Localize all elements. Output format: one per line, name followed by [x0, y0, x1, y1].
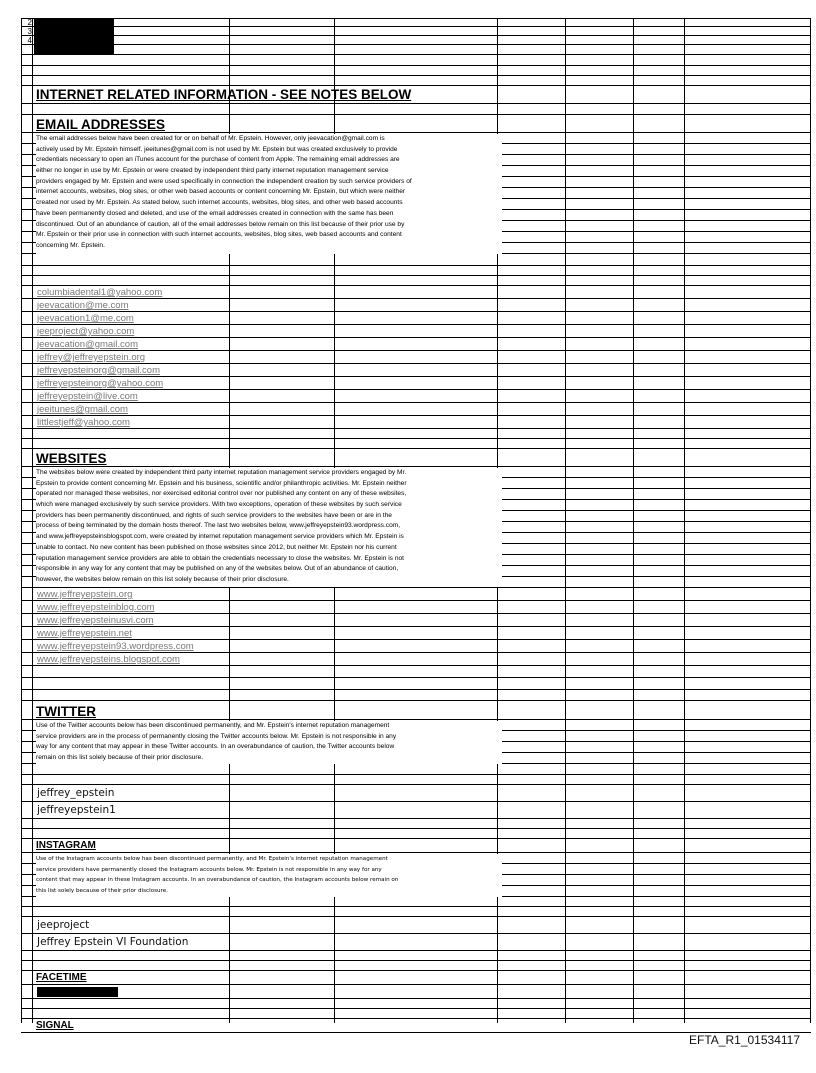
table-row: [21, 701, 811, 720]
instagram-account: jeeproject: [37, 919, 90, 931]
website-link[interactable]: www.jeffreyepstein93.wordpress.com: [37, 641, 194, 652]
instagram-account-row: [21, 917, 811, 934]
note-line: Epstein to provide content concerning Mr. Epstein and his business, scientific and/or philanthropic activities. Mr. Epstein neither: [36, 479, 407, 487]
bates-number: EFTA_R1_01534117: [689, 1033, 800, 1047]
table-row: [21, 985, 811, 999]
note-line: credentials necessary to open an iTunes account for the purchase of content from Apple. The remaining email addresses are: [36, 156, 400, 164]
email-row: [21, 390, 811, 403]
email-address-link[interactable]: jeffrey@jeffreyepstein.org: [37, 352, 146, 363]
table-row: [21, 775, 811, 785]
website-row: [21, 653, 811, 666]
table-row: [21, 36, 811, 45]
instagram-section-title: INSTAGRAM: [36, 840, 96, 851]
table-row: [21, 115, 811, 133]
email-row: [21, 312, 811, 325]
table-row: [21, 907, 811, 917]
email-address-link[interactable]: jeffreyepsteinorg@gmail.com: [37, 365, 160, 376]
note-line: created nor used by Mr. Epstein. As stated below, such internet accounts, websites, blog sites, and other web based accounts: [36, 199, 403, 207]
note-line: reputation management service providers are able to obtain the credentials necessary to close the websites. Mr. Epstein is not: [36, 554, 404, 562]
redaction-block: [37, 987, 118, 997]
row-number: 2: [27, 18, 32, 27]
note-line: internet accounts, websites, blog sites, or other web based accounts or content concerning Mr. Epstein, but which were neither: [36, 188, 406, 196]
note-line: process of being terminated by the domain hosts thereof. The last two websites below, www.jeffreyepstein93.wordpress.com,: [36, 522, 401, 530]
note-line: actively used by Mr. Epstein himself. jeeitunes@gmail.com is not used by Mr. Epstein but was created exclusively to provide: [36, 145, 398, 153]
website-link[interactable]: www.jeffreyepstein.net: [37, 628, 132, 639]
note-line: responsible in any way for any content that may be published on any of the websites below. Out of an abundance of caution,: [36, 565, 399, 573]
note-line: however, the websites below remain on this list solely because of their prior disclosure.: [36, 575, 289, 583]
table-row: [21, 55, 811, 66]
email-address-link[interactable]: jeevacation@gmail.com: [37, 339, 138, 350]
table-row: [21, 971, 811, 985]
note-line: service providers have permanently closed the Instagram accounts below. Mr. Epstein is not responsible in any way for any: [36, 866, 382, 873]
email-address-link[interactable]: jeffreyepsteinorg@yahoo.com: [37, 378, 164, 389]
instagram-notes: [36, 854, 502, 897]
note-line: Use of the Instagram accounts below has been discontinued permanently, and Mr. Epstein's internet reputation management: [36, 856, 388, 862]
note-line: unable to contact. No new content has been published on those websites since 2012, but neither Mr. Epstein nor his current: [36, 543, 397, 551]
email-notes: [36, 134, 502, 254]
note-line: The websites below were created by independent third party internet reputation management service providers engaged by Mr.: [36, 469, 407, 476]
note-line: content that may appear in these Instagram accounts. In an overabundance of caution, the Instagram accounts below remain on: [36, 877, 399, 884]
website-link[interactable]: www.jeffreyepstein.org: [37, 589, 133, 600]
table-row: [21, 897, 811, 907]
email-row: [21, 351, 811, 364]
email-row: [21, 299, 811, 312]
email-row: [21, 325, 811, 338]
table-row: [21, 999, 811, 1009]
table-row: [21, 1009, 811, 1019]
table-row: [21, 27, 811, 36]
website-row: [21, 627, 811, 640]
row-number: 3: [27, 27, 32, 36]
table-row: [21, 961, 811, 971]
table-row: [21, 429, 811, 439]
email-address-link[interactable]: jeeproject@yahoo.com: [37, 326, 135, 337]
table-row: [21, 666, 811, 678]
website-link[interactable]: www.jeffreyepsteins.blogspot.com: [37, 654, 180, 665]
twitter-account: jeffreyepstein1: [37, 804, 116, 816]
note-line: providers has been permanently discontinued, and rights of such service providers to the websites have been or are in the: [36, 511, 392, 519]
email-row: [21, 364, 811, 377]
note-line: Mr. Epstein or their prior use in connection with such internet accounts, websites, blog sites, web based accounts and content: [36, 231, 402, 239]
email-address-link[interactable]: jeevacation1@me.com: [37, 313, 134, 324]
note-line: way for any content that may appear in these Twitter accounts. In an overabundance of caution, the Twitter accounts below: [36, 743, 395, 751]
note-line: The email addresses below have been created for or on behalf of Mr. Epstein. However, only jeevacation@gmail.com is: [36, 135, 385, 142]
instagram-account: Jeffrey Epstein VI Foundation: [37, 936, 189, 948]
table-row: [21, 276, 811, 286]
facetime-section-title: FACETIME: [36, 972, 87, 983]
internet-section-title: INTERNET RELATED INFORMATION - SEE NOTES BELOW: [36, 87, 412, 102]
table-row: [21, 449, 811, 467]
website-row: [21, 601, 811, 614]
table-row: [21, 678, 811, 690]
table-row: [21, 764, 811, 775]
website-row: [21, 588, 811, 601]
websites-section-title: WEBSITES: [36, 451, 107, 466]
signal-section-title: SIGNAL: [36, 1020, 74, 1031]
table-row: [21, 86, 811, 104]
email-row: [21, 338, 811, 351]
twitter-account: jeffrey_epstein: [37, 787, 115, 799]
email-row: [21, 416, 811, 429]
table-row: [21, 266, 811, 276]
table-row: [21, 45, 811, 55]
websites-notes: [36, 468, 502, 587]
note-line: and www.jeffreyepsteinsblogspot.com, were created by internet reputation management service providers which Mr. Epstein is: [36, 533, 404, 541]
table-row: [21, 439, 811, 449]
email-address-link[interactable]: columbiadental1@yahoo.com: [37, 287, 163, 298]
email-address-link[interactable]: jeffreyepstein@live.com: [37, 391, 138, 402]
table-row: [21, 18, 811, 27]
email-address-link[interactable]: littlestjeff@yahoo.com: [37, 417, 130, 428]
note-line: operated nor managed these websites, nor exercised editorial control over nor published any content on any of these websites,: [36, 490, 407, 498]
note-line: concerning Mr. Epstein.: [36, 241, 105, 249]
website-link[interactable]: www.jeffreyepsteinusvi.com: [37, 615, 154, 626]
table-row: [21, 76, 811, 86]
email-row: [21, 286, 811, 299]
table-row: [21, 66, 811, 76]
note-line: have been permanently closed and deleted, and use of the email addresses created in connection with the same has been: [36, 209, 394, 217]
email-row: [21, 403, 811, 416]
twitter-account-row: [21, 785, 811, 802]
note-line: this list solely because of their prior disclosure.: [36, 888, 168, 895]
note-line: which were managed exclusively by such service providers. With two exceptions, operation of these websites by such service: [36, 501, 402, 509]
table-row: [21, 1019, 811, 1033]
note-line: providers engaged by Mr. Epstein and were used specifically in connection the independent creation by such service providers of: [36, 177, 412, 185]
email-address-link[interactable]: jeevacation@me.com: [37, 300, 129, 311]
twitter-section-title: TWITTER: [36, 704, 96, 719]
spreadsheet-grid: [21, 18, 811, 1031]
table-row: [21, 819, 811, 829]
twitter-notes: [36, 721, 502, 764]
note-line: service providers are in the process of permanently closing the Twitter accounts below. Mr. Epstein is not responsible in any: [36, 732, 397, 740]
website-row: [21, 614, 811, 627]
table-row: [21, 104, 811, 115]
note-line: discontinued. Out of an abundance of caution, all of the email addresses below remain on this list because of their prior use by: [36, 220, 405, 228]
instagram-account-row: [21, 934, 811, 951]
table-row: [21, 254, 811, 266]
website-link[interactable]: www.jeffreyepsteinblog.com: [37, 602, 155, 613]
table-row: [21, 839, 811, 853]
email-address-link[interactable]: jeeitunes@gmail.com: [37, 404, 128, 415]
note-line: either no longer in use by Mr. Epstein or were created by independent third party internet reputation management service: [36, 167, 389, 175]
table-row: [21, 951, 811, 961]
table-row: [21, 690, 811, 701]
email-row: [21, 377, 811, 390]
note-line: Use of the Twitter accounts below has been discontinued permanently, and Mr. Epstein's internet reputation management: [36, 722, 390, 729]
twitter-account-row: [21, 802, 811, 819]
website-row: [21, 640, 811, 653]
table-row: [21, 829, 811, 839]
note-line: remain on this list solely because of their prior disclosure.: [36, 754, 204, 762]
row-number: 4: [27, 36, 32, 45]
email-section-title: EMAIL ADDRESSES: [36, 117, 166, 132]
